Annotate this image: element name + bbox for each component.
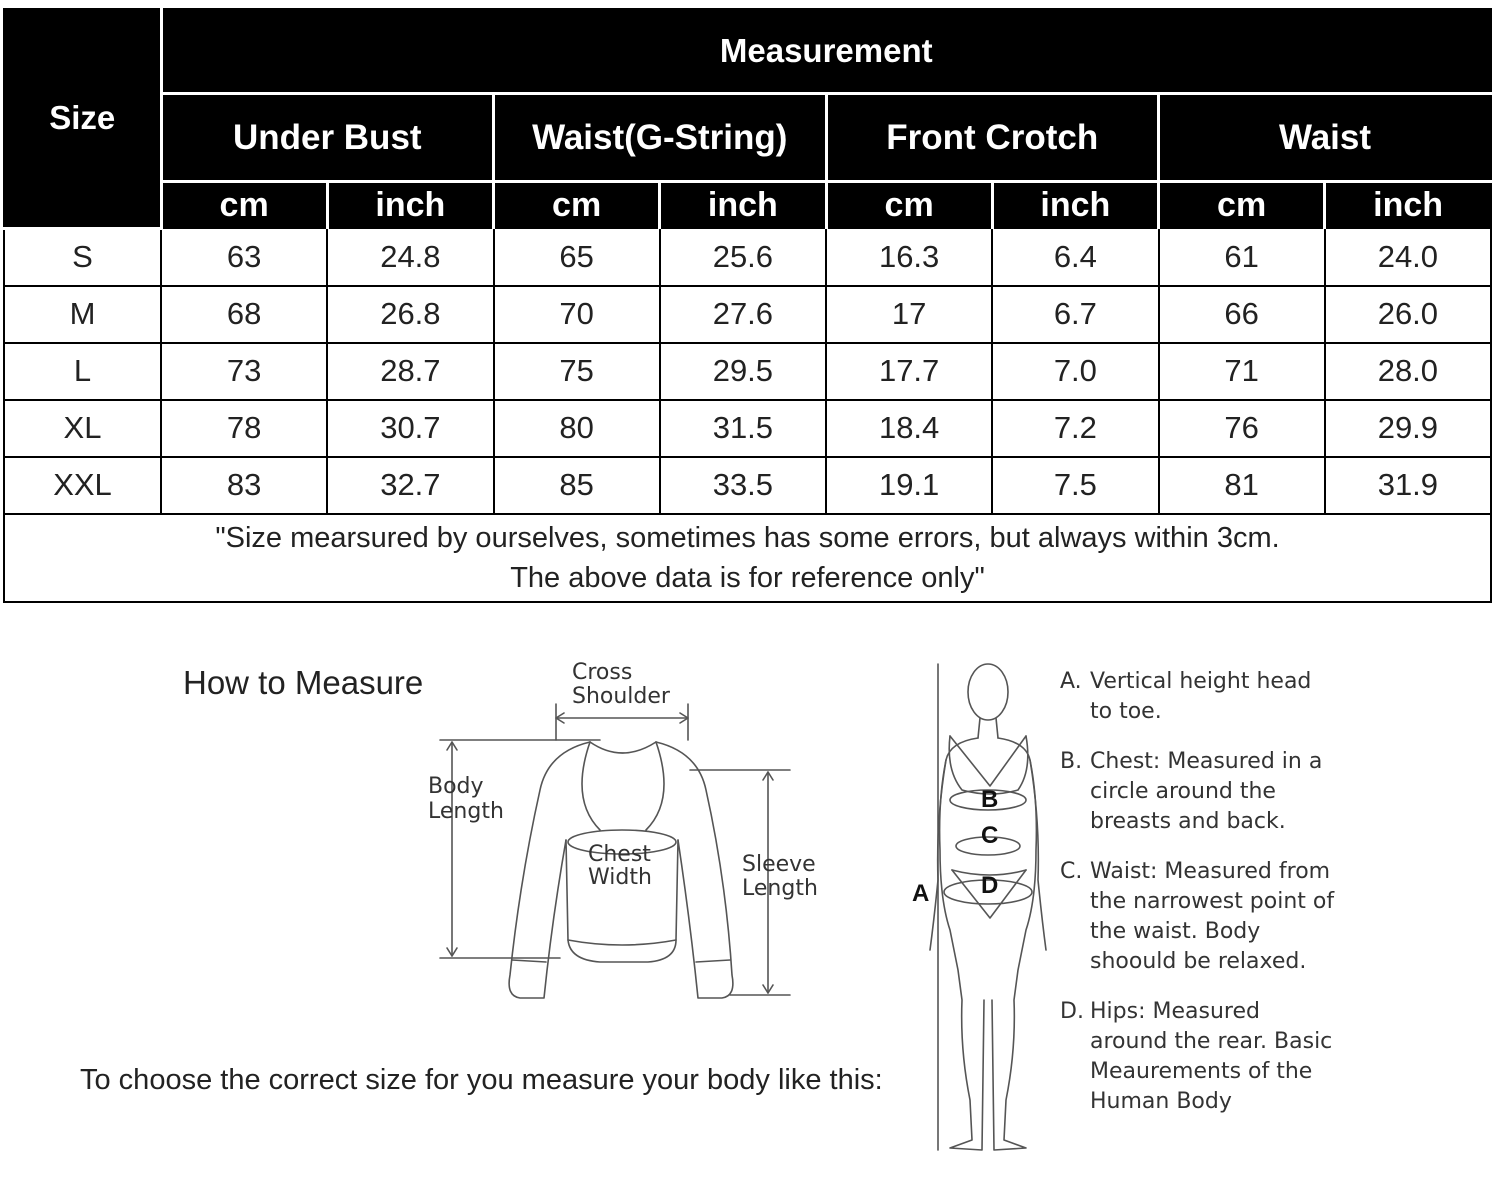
body-length-label-2: Length — [428, 799, 504, 824]
size-cell: L — [4, 343, 161, 400]
list-item — [1060, 997, 1340, 1117]
table-cell: 31.5 — [660, 400, 826, 457]
table-row — [4, 400, 1491, 457]
measurement-steps-list — [1060, 667, 1340, 1137]
table-cell: 24.0 — [1325, 228, 1491, 286]
unit-inch-header: inch — [1325, 182, 1491, 229]
unit-cm-header: cm — [161, 182, 327, 229]
table-cell: 71 — [1159, 343, 1325, 400]
table-cell: 18.4 — [826, 400, 992, 457]
table-row — [4, 457, 1491, 514]
disclaimer-row — [4, 514, 1491, 602]
table-cell: 6.7 — [992, 286, 1158, 343]
unit-cm-header: cm — [1159, 182, 1325, 229]
table-cell: 26.8 — [327, 286, 493, 343]
table-cell: 26.0 — [1325, 286, 1491, 343]
list-item — [1060, 857, 1340, 977]
front-crotch-header: Front Crotch — [826, 94, 1159, 182]
table-cell: 7.2 — [992, 400, 1158, 457]
size-cell: M — [4, 286, 161, 343]
step-key: A. — [1060, 669, 1082, 694]
list-item — [1060, 747, 1340, 837]
list-item — [1060, 667, 1340, 727]
table-cell: 29.5 — [660, 343, 826, 400]
step-key: B. — [1060, 749, 1083, 774]
table-cell: 73 — [161, 343, 327, 400]
waist-g-string-header: Waist(G-String) — [494, 94, 827, 182]
table-cell: 33.5 — [660, 457, 826, 514]
table-cell: 75 — [494, 343, 660, 400]
unit-inch-header: inch — [327, 182, 493, 229]
table-cell: 70 — [494, 286, 660, 343]
table-row — [4, 286, 1491, 343]
step-text: Hips: Measured around the rear. Basic Meaurements of the Human Body — [1090, 999, 1333, 1114]
cross-shoulder-label-2: Shoulder — [572, 684, 670, 709]
measurement-group-header: Measurement — [161, 9, 1491, 94]
table-cell: 6.4 — [992, 228, 1158, 286]
table-cell: 28.0 — [1325, 343, 1491, 400]
body-marker-b: B — [981, 786, 999, 813]
sleeve-length-label-2: Length — [742, 876, 818, 901]
table-cell: 7.5 — [992, 457, 1158, 514]
how-to-measure-title: How to Measure — [183, 664, 424, 701]
body-length-label-1: Body — [428, 774, 484, 799]
table-cell: 32.7 — [327, 457, 493, 514]
chest-width-label-2: Width — [588, 865, 652, 890]
unit-inch-header: inch — [660, 182, 826, 229]
unit-inch-header: inch — [992, 182, 1158, 229]
table-cell: 30.7 — [327, 400, 493, 457]
table-cell: 83 — [161, 457, 327, 514]
size-cell: S — [4, 228, 161, 286]
table-cell: 85 — [494, 457, 660, 514]
table-cell: 76 — [1159, 400, 1325, 457]
unit-cm-header: cm — [494, 182, 660, 229]
table-cell: 17 — [826, 286, 992, 343]
table-cell: 78 — [161, 400, 327, 457]
table-cell: 61 — [1159, 228, 1325, 286]
table-cell: 16.3 — [826, 228, 992, 286]
step-key: D. — [1060, 999, 1084, 1024]
size-cell: XL — [4, 400, 161, 457]
step-key: C. — [1060, 859, 1083, 884]
table-cell: 63 — [161, 228, 327, 286]
human-body-drawing — [930, 664, 1046, 1150]
size-cell: XXL — [4, 457, 161, 514]
table-cell: 31.9 — [1325, 457, 1491, 514]
table-cell: 7.0 — [992, 343, 1158, 400]
disclaimer-line-1: "Size mearsured by ourselves, sometimes has some errors, but always within 3cm. — [215, 521, 1280, 554]
chest-width-label-1: Chest — [588, 842, 651, 867]
table-cell: 17.7 — [826, 343, 992, 400]
table-cell: 27.6 — [660, 286, 826, 343]
table-cell: 80 — [494, 400, 660, 457]
table-cell: 29.9 — [1325, 400, 1491, 457]
unit-cm-header: cm — [826, 182, 992, 229]
body-marker-d: D — [981, 872, 999, 899]
waist-header: Waist — [1159, 94, 1492, 182]
table-cell: 81 — [1159, 457, 1325, 514]
size-chart-table — [3, 8, 1492, 603]
size-column-header: Size — [4, 9, 161, 228]
body-length-arrow — [440, 740, 600, 958]
table-cell: 65 — [494, 228, 660, 286]
body-marker-a: A — [912, 880, 930, 907]
sleeve-length-label-1: Sleeve — [742, 852, 816, 877]
table-cell: 28.7 — [327, 343, 493, 400]
cross-shoulder-arrow — [556, 704, 688, 740]
table-row — [4, 343, 1491, 400]
table-cell: 25.6 — [660, 228, 826, 286]
table-cell: 19.1 — [826, 457, 992, 514]
table-row — [4, 228, 1491, 286]
disclaimer-line-2: The above data is for reference only" — [510, 561, 985, 594]
table-cell: 68 — [161, 286, 327, 343]
disclaimer-note — [4, 514, 1491, 602]
table-cell: 66 — [1159, 286, 1325, 343]
under-bust-header: Under Bust — [161, 94, 494, 182]
step-text: Vertical height head to toe. — [1090, 669, 1312, 724]
step-text: Chest: Measured in a circle around the breasts and back. — [1090, 749, 1323, 834]
measure-instruction: To choose the correct size for you measure your body like this: — [80, 1064, 883, 1096]
table-cell: 24.8 — [327, 228, 493, 286]
body-marker-c: C — [981, 822, 999, 849]
cross-shoulder-label-1: Cross — [572, 660, 633, 685]
step-text: Waist: Measured from the narrowest point of the waist. Body shoould be relaxed. — [1090, 859, 1335, 974]
